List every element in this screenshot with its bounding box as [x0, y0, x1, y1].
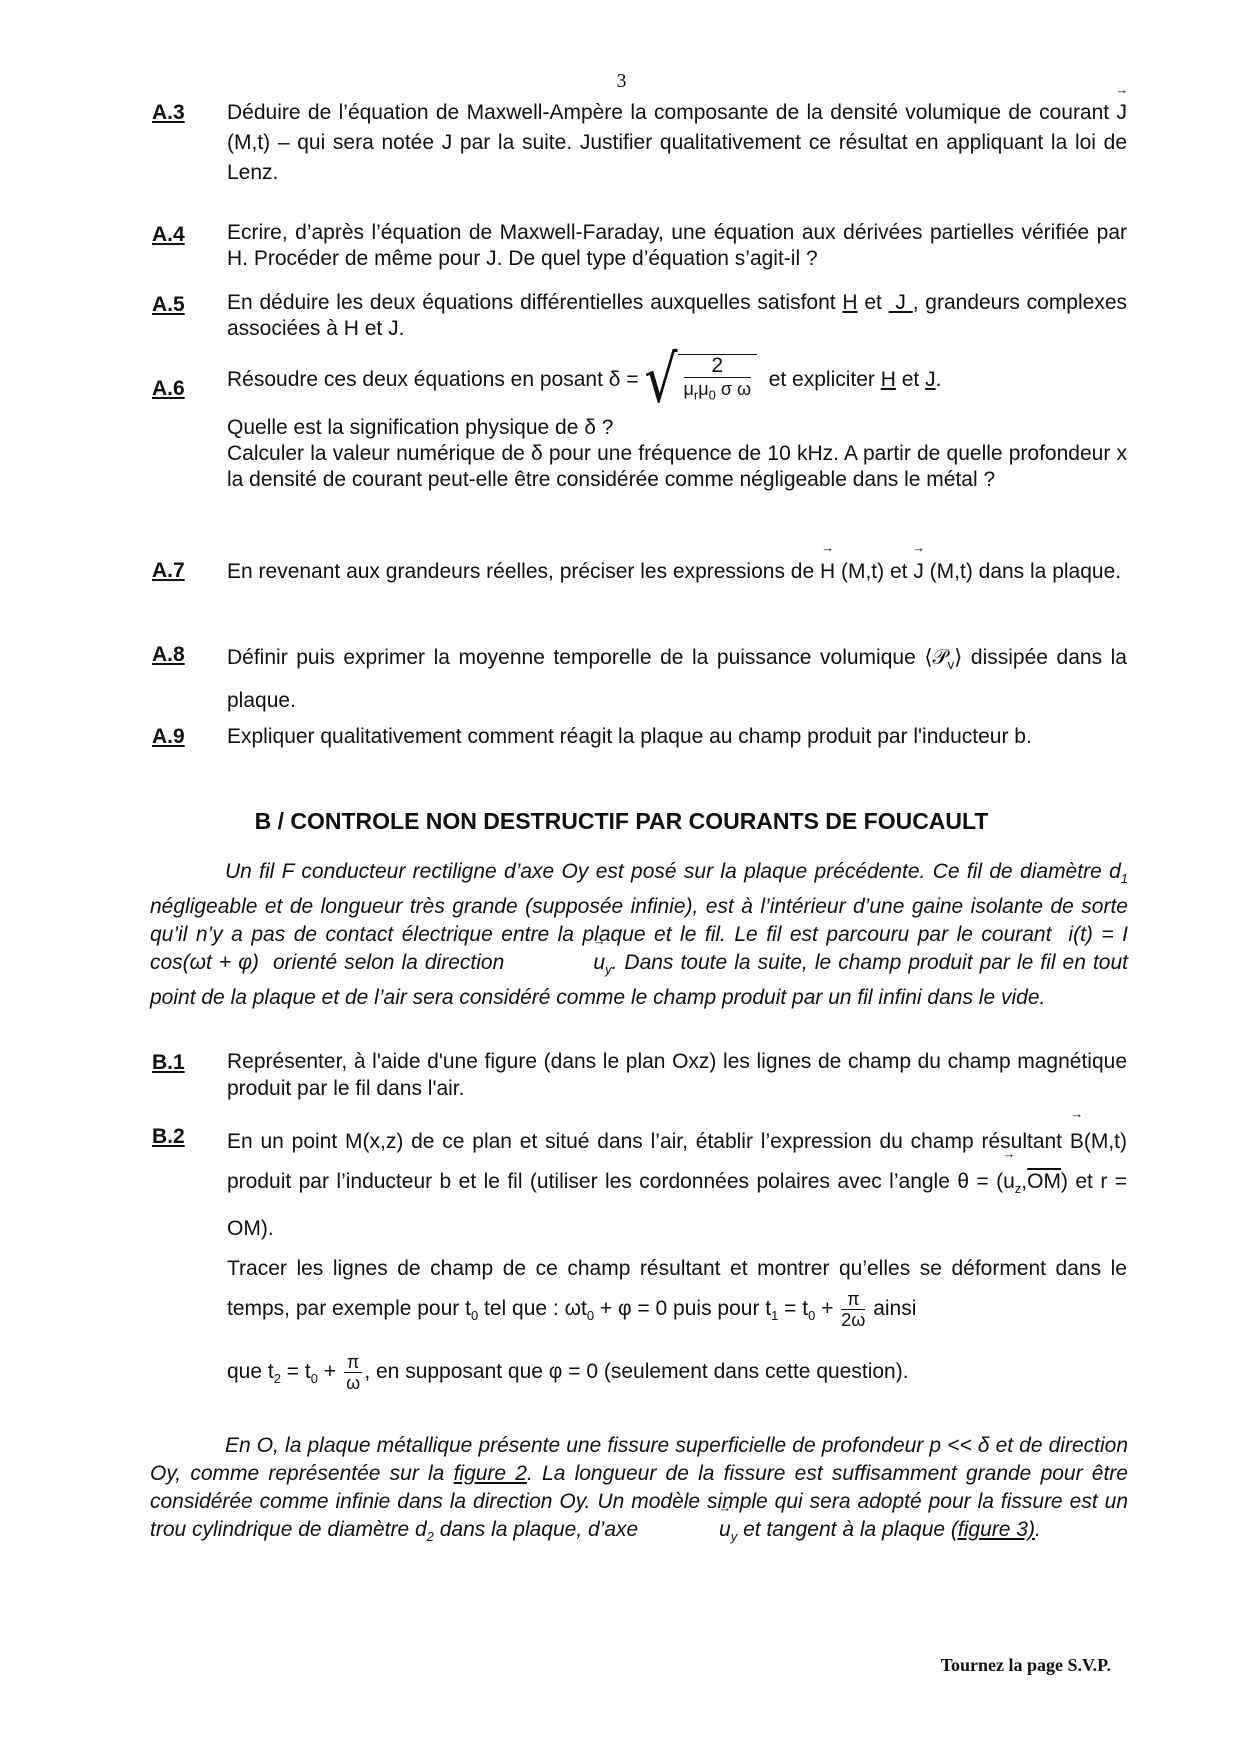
question-b2: B.2 En un point M(x,z) de ce plan et situé dans l’air, établir l’expression du champ résultant → B(M,t) produit par l’inducteur b et le fil (utiliser les cordonnées polaires avec l’angle θ = (→ $u_z,\overline{OM}$) et r = OM). Tracer les lignes de champ de ce champ résultant et montrer qu’elles se déforment dans le temps, par exemple pour $t_0$ tel que : $\omega t_0 + \varphi = 0$ puis pour $t_1 = t_0$ + $\frac{\pi}{2\omega}$ ainsi que $t_2 = t_0$ + $\frac{\pi}{\omega}$ , en supposant que φ = 0 (seulement dans cette question). — [152, 1122, 1127, 1400]
question-a4: A.4 Ecrire, d’après l’équation de Maxwell-Faraday, une équation aux dérivées partielles vérifiée par H. Procéder de même pour J. De quel type d’équation s’agit-il ? — [152, 221, 1127, 270]
question-label: B.2 — [152, 1125, 185, 1148]
question-a9 — [152, 722, 1127, 751]
question-label: A.8 — [152, 643, 185, 666]
question-a3: A.3 Déduire de l’équation de Maxwell-Ampère la composante de la densité volumique de courant → J (M,t) – qui sera notée J par la suite. Justifier qualitativement ce résultat en appliquant la loi de Lenz. — [152, 98, 1127, 188]
question-label: A.7 — [152, 559, 185, 582]
closing-paragraph: En O, la plaque métallique présente une fissure superficielle de profondeur p << δ et de direction Oy, comme représentée sur la figure 2. La longueur de la fissure est suffisamment grande pour être considérée comme infinie dans la direction Oy. Un modèle simple qui sera adopté pour la fissure est un trou cylindrique de diamètre $d_2$ dans la plaque, d’axe → $u_y$ et tangent à la plaque (figure 3). — [150, 1432, 1128, 1551]
question-a6: A.6 Résoudre ces deux équations en posant δ = √ 2 $\mu_r\mu_0$ σ ω et expliciter H et J. Quelle est la signification physique de δ ? Calculer la valeur numérique de δ pour une fréquence de 10 kHz. A partir de quelle profondeur x la densité de courant peut-elle être considérée comme négligeable dans le métal ? — [152, 342, 1127, 491]
question-a7: A.7 En revenant aux grandeurs réelles, préciser les expressions de → H (M,t) et → J (M,t) dans la plaque. — [152, 556, 1127, 588]
question-label: A.5 — [152, 293, 185, 316]
question-a8: A.8 Définir puis exprimer la moyenne temporelle de la puissance volumique ⟨𝒫$_v$⟩ dissipée dans la plaque. — [152, 640, 1127, 719]
figure-3-link[interactable]: (figure 3) — [950, 1518, 1035, 1541]
question-label: A.9 — [152, 725, 185, 748]
question-label: A.6 — [152, 377, 185, 400]
footer-turn-page: Tournez la page S.V.P. — [940, 1655, 1111, 1675]
question-label: A.4 — [152, 223, 185, 246]
question-text: Représenter, à l'aide d'une figure (dans le plan Oxz) les lignes de champ du champ magnétique produit par le fil dans l'air. — [227, 1050, 1127, 1100]
delta-formula: √ 2 $\mu_r\mu_0$ σ ω — [644, 354, 757, 407]
question-label: B.1 — [152, 1051, 185, 1074]
page-number: 3 — [616, 70, 627, 92]
figure-2-link[interactable]: figure 2 — [453, 1462, 527, 1485]
question-b1 — [152, 1048, 1127, 1102]
question-label: A.3 — [152, 101, 185, 124]
section-b-title: B / CONTROLE NON DESTRUCTIF PAR COURANTS DE FOUCAULT — [254, 808, 989, 834]
question-a5: A.5 En déduire les deux équations différentielles auxquelles satisfont H et J , grandeurs complexes associées à H et J. — [152, 291, 1128, 340]
question-text: Expliquer qualitativement comment réagit la plaque au champ produit par l'inducteur b. — [227, 725, 1032, 748]
intro-b-paragraph: Un fil F conducteur rectiligne d’axe Oy est posé sur la plaque précédente. Ce fil de diamètre $d_1$ négligeable et de longueur très grande (supposée infinie), est à l’intérieur d’une gaine isolante de sorte qu’il n’y a pas de contact électrique entre la plaque et le fil. Le fil est parcouru par le courant i(t) = I cos(ωt + φ) orienté selon la direction → $u_y$. Dans toute la suite, le champ produit par le fil en tout point de la plaque et de l’air sera considéré comme le champ produit par un fil infini dans le vide. — [150, 858, 1128, 1012]
